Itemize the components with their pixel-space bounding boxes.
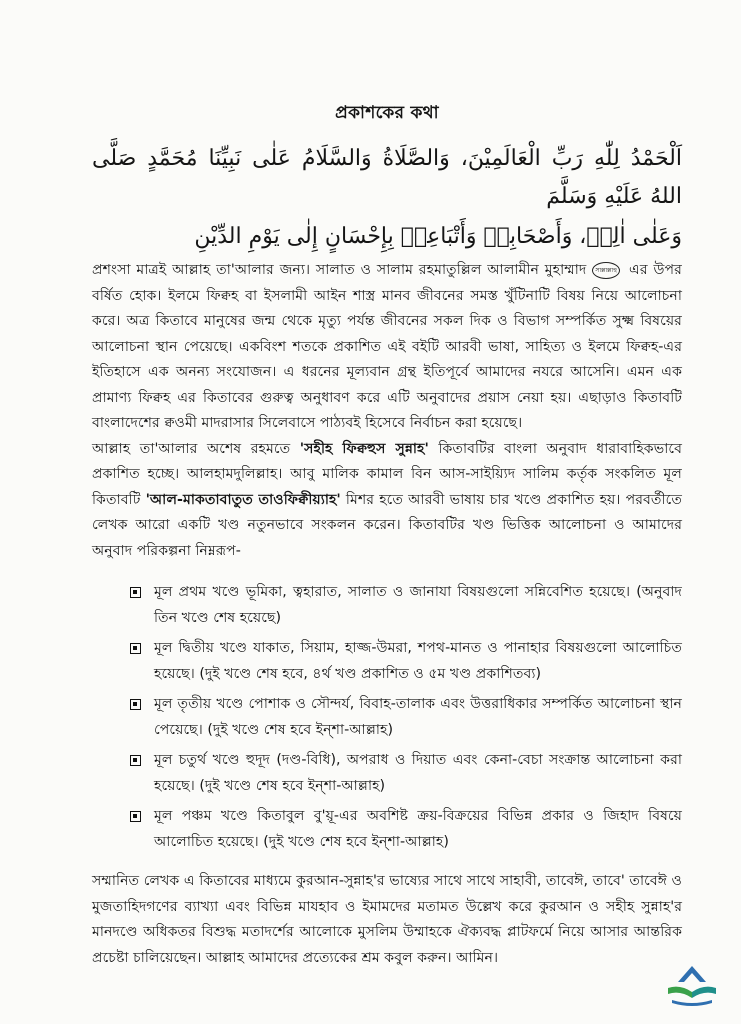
arabic-invocation-line-1: اَلْحَمْدُ لِلّٰهِ رَبِّ الْعَالَمِيْنَ، وَالصَّلَاةُ وَالسَّلَامُ عَلٰى نَبِيِّنَا مُحَمَّدٍ صَلَّى اللهُ عَلَيْهِ وَسَلَّمَ bbox=[92, 146, 682, 209]
logo-roof bbox=[678, 966, 706, 982]
publisher-name: 'আল-মাকতাবাতুত তাওফিক্বীয়্যাহ' bbox=[145, 491, 341, 508]
volume-list bbox=[92, 580, 682, 855]
paragraph-translation-text-3: মিশর হতে আরবী ভাষায় চার খণ্ডে প্রকাশিত হয়। পরবর্তীতে লেখক আরো একটি খণ্ড নতুনভাবে সংকলন করেন। কিতাবটির খণ্ড ভিত্তিক আলোচনা ও আমাদের অনুবাদ পরিকল্পনা নিম্নরূপ- bbox=[92, 491, 682, 559]
paragraph-translation-text-2: কিতাবটির বাংলা অনুবাদ ধারাবাহিকভাবে প্রকাশিত হচ্ছে। আলহামদুলিল্লাহ। আবু মালিক কামাল বিন আস-সাইয়্যিদ সালিম কর্তৃক সংকলিত মূল কিতাবটি bbox=[92, 440, 682, 508]
square-bullet-icon bbox=[130, 755, 141, 766]
paragraph-translation bbox=[92, 437, 682, 565]
list-item bbox=[130, 636, 682, 687]
logo-book-right bbox=[692, 987, 716, 998]
salutation-seal-icon: সাল্লাল্লাহু bbox=[592, 262, 620, 279]
volume-text: মূল প্রথম খণ্ডে ভূমিকা, ত্বহারাত, সালাত ও জানাযা বিষয়গুলো সন্নিবেশিত হয়েছে। (অনুবাদ তিন খণ্ডে শেষ হয়েছে) bbox=[154, 584, 682, 626]
volume-text: মূল তৃতীয় খণ্ডে পোশাক ও সৌন্দর্য, বিবাহ-তালাক এবং উত্তরাধিকার সম্পর্কিত আলোচনা স্থান পেয়েছে। (দুই খণ্ডে শেষ হবে ইন্শা-আল্লাহ) bbox=[154, 696, 682, 738]
arabic-invocation-line-2: وَعَلٰى اٰلِهٖ، وَأَصْحَابِهٖ وَأَتْبَاعِهٖ بِإِحْسَانٍ إِلٰى يَوْمِ الدِّيْنِ bbox=[194, 224, 682, 249]
list-item bbox=[130, 580, 682, 631]
list-item bbox=[130, 804, 682, 855]
paragraph-intro-text-1: প্রশংসা মাত্রই আল্লাহ তা'আলার জন্য। সালাত ও সালাম রহমাতুল্লিল আলামীন মুহাম্মাদ bbox=[92, 262, 587, 278]
document-page bbox=[92, 100, 682, 971]
volume-text: মূল চতুর্থ খণ্ডে হুদূদ (দণ্ড-বিধি), অপরাধ ও দিয়াত এবং কেনা-বেচা সংক্রান্ত আলোচনা করা হয়েছে। (দুই খণ্ডে শেষ হবে ইন্শা-আল্লাহ) bbox=[154, 752, 682, 794]
page-title: প্রকাশকের কথা bbox=[335, 103, 439, 123]
square-bullet-icon bbox=[130, 643, 141, 654]
logo-base bbox=[672, 1000, 712, 1006]
paragraph-intro-text-2: এর উপর বর্ষিত হোক। ইলমে ফিক্বহ বা ইসলামী আইন শাস্ত্র মানব জীবনের সমস্ত খুঁটিনাটি বিষয় নিয়ে আলোচনা করে। অত্র কিতাবে মানুষের জন্ম থেকে মৃত্যু পর্যন্ত জীবনের সকল দিক ও বিভাগ সম্পর্কিত সুক্ষ্ম বিষয়ের আলোচনা স্থান পেয়েছে। একবিংশ শতকে প্রকাশিত এই বইটি আরবী ভাষা, সাহিত্য ও ইলমে ফিক্বহ-এর ইতিহাসে এক অনন্য সংযোজন। এ ধরনের মূল্যবান গ্রন্থ ইতিপূর্বে আমাদের নযরে আসেনি। এমন এক প্রামাণ্য ফিক্বহ এর কিতাবের গুরুত্ব অনুধাবণ করে এটি অনুবাদের প্রয়াস নেয়া হয়। এছাড়াও কিতাবটি বাংলাদেশের ক্বওমী মাদরাসার সিলেবাসে পাঠ্যবই হিসেবে নির্বাচন করা হয়েছে। bbox=[92, 262, 682, 431]
square-bullet-icon bbox=[130, 699, 141, 710]
square-bullet-icon bbox=[130, 811, 141, 822]
book-title: 'সহীহ ফিক্বহুস সুন্নাহ' bbox=[299, 440, 429, 457]
volume-text: মূল পঞ্চম খণ্ডে কিতাবুল বু'য়ূ-এর অবশিষ্ট ক্রয়-বিক্রয়ের বিভিন্ন প্রকার ও জিহাদ বিষয়ে আলোচিত হয়েছে। (দুই খণ্ডে শেষ হবে ইন্শা-আল্লাহ) bbox=[154, 808, 682, 850]
square-bullet-icon bbox=[130, 587, 141, 598]
volume-text: মূল দ্বিতীয় খণ্ডে যাকাত, সিয়াম, হাজ্জ-উমরা, শপথ-মানত ও পানাহার বিষয়গুলো আলোচিত হয়েছে। (দুই খণ্ডে শেষ হবে, ৪র্থ খণ্ড প্রকাশিত ও ৫ম খণ্ড প্রকাশিতব্য) bbox=[154, 640, 682, 682]
list-item bbox=[130, 748, 682, 799]
paragraph-intro bbox=[92, 258, 682, 437]
paragraph-closing: সম্মানিত লেখক এ কিতাবের মাধ্যমে কুরআন-সুন্নাহ'র ভাষ্যের সাথে সাথে সাহাবী, তাবেঈ, তাবে' তাবেঈ ও মুজতাহিদগণের ব্যাখ্যা এবং বিভিন্ন মাযহাব ও ইমামদের মতামত উল্লেখ করে কুরআন ও সহীহ সুন্নাহ'র মানদণ্ডে অধিকতর বিশুদ্ধ মতাদর্শের আলোকে মুসলিম উম্মাহকে ঐক্যবদ্ধ প্লাটফর্মে নিয়ে আসার আন্তরিক প্রচেষ্টা চালিয়েছেন। আল্লাহ আমাদের প্রত্যেকের শ্রম কবুল করুন। আমিন। bbox=[92, 873, 682, 966]
paragraph-translation-text-1: আল্লাহ তা'আলার অশেষ রহমতে bbox=[92, 440, 291, 457]
list-item bbox=[130, 692, 682, 743]
logo-book-left bbox=[668, 987, 692, 998]
publisher-logo-icon bbox=[662, 962, 722, 1008]
